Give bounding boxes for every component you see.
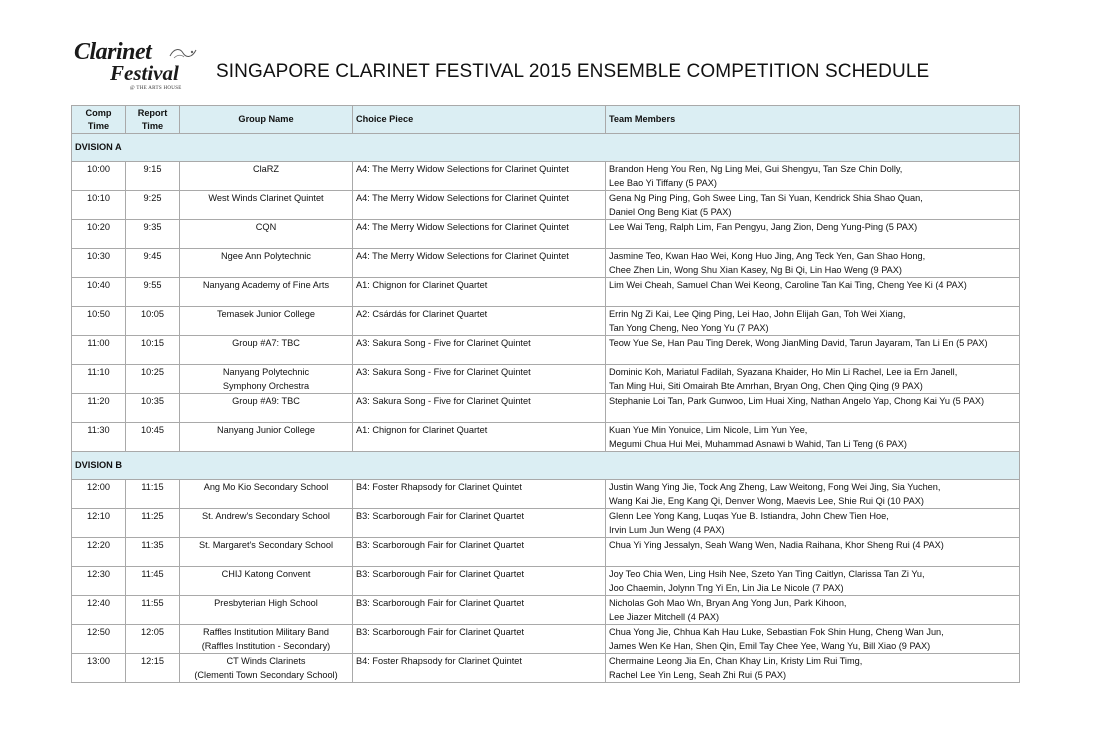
group-name-line: ClaRZ: [252, 164, 280, 174]
team-members-cell: [606, 307, 1020, 336]
group-name-cell: [180, 654, 353, 683]
table-row: [72, 480, 1020, 509]
team-members-cell: [606, 394, 1020, 423]
comp-time-cell: 10:20: [72, 220, 126, 249]
comp-time-cell: 10:10: [72, 191, 126, 220]
choice-piece-cell: A1: Chignon for Clarinet Quartet: [353, 278, 606, 307]
team-members-cell: [606, 336, 1020, 365]
choice-piece-cell: A4: The Merry Widow Selections for Clarinet Quintet: [353, 220, 606, 249]
report-time-cell: 12:05: [126, 625, 180, 654]
team-members-cell: [606, 162, 1020, 191]
team-members-line: Wang Kai Jie, Eng Kang Qi, Denver Wong, Maevis Lee, Shie Rui Qi (10 PAX): [609, 495, 924, 506]
choice-piece-cell: B3: Scarborough Fair for Clarinet Quartet: [353, 567, 606, 596]
team-members-line: Brandon Heng You Ren, Ng Ling Mei, Gui Shengyu, Tan Sze Chin Dolly,: [609, 164, 903, 174]
table-row: [72, 336, 1020, 365]
team-members-line: Lee Jiazer Mitchell (4 PAX): [609, 611, 720, 622]
schedule-table: [71, 105, 1020, 683]
team-members-line: Justin Wang Ying Jie, Tock Ang Zheng, Law Weitong, Fong Wei Jing, Sia Yuchen,: [609, 482, 941, 492]
group-name-cell: [180, 596, 353, 625]
choice-piece-cell: A2: Csárdás for Clarinet Quartet: [353, 307, 606, 336]
team-members-line: Kuan Yue Min Yonuice, Lim Nicole, Lim Yun Yee,: [609, 425, 808, 435]
team-members-line: Stephanie Loi Tan, Park Gunwoo, Lim Huai Xing, Nathan Angelo Yap, Chong Kai Yu (5 PAX): [609, 396, 985, 406]
clarinet-festival-logo: [72, 38, 202, 100]
group-name-line: Group #A7: TBC: [232, 338, 300, 348]
team-members-cell: [606, 423, 1020, 452]
group-name-line: Ang Mo Kio Secondary School: [203, 482, 329, 492]
choice-piece-cell: A4: The Merry Widow Selections for Clarinet Quintet: [353, 162, 606, 191]
report-time-cell: 9:55: [126, 278, 180, 307]
group-name-cell: [180, 480, 353, 509]
division-label: DVISION A: [72, 134, 1020, 162]
division-header-row: [72, 452, 1020, 480]
team-members-cell: [606, 625, 1020, 654]
group-name-line: Presbyterian High School: [214, 598, 318, 608]
schedule-body: [72, 134, 1020, 683]
comp-time-cell: 12:30: [72, 567, 126, 596]
group-name-cell: [180, 336, 353, 365]
header-choice-piece: Choice Piece: [353, 106, 606, 134]
team-members-line: Nicholas Goh Mao Wn, Bryan Ang Yong Jun, Park Kihoon,: [609, 598, 847, 608]
group-name-cell: [180, 307, 353, 336]
comp-time-cell: 12:20: [72, 538, 126, 567]
choice-piece-cell: A3: Sakura Song - Five for Clarinet Quintet: [353, 365, 606, 394]
team-members-line: Chermaine Leong Jia En, Chan Khay Lin, Kristy Lim Rui Timg,: [609, 656, 863, 666]
table-row: [72, 249, 1020, 278]
comp-time-cell: 10:30: [72, 249, 126, 278]
table-row: [72, 538, 1020, 567]
logo-ornament-icon: [168, 46, 198, 60]
team-members-line: Joo Chaemin, Jolynn Tng Yi En, Lin Jia Le Nicole (7 PAX): [609, 582, 844, 593]
team-members-cell: [606, 596, 1020, 625]
report-time-cell: 10:35: [126, 394, 180, 423]
team-members-cell: [606, 567, 1020, 596]
team-members-cell: [606, 191, 1020, 220]
group-name-cell: [180, 538, 353, 567]
table-row: [72, 365, 1020, 394]
table-row: [72, 278, 1020, 307]
report-time-cell: 11:25: [126, 509, 180, 538]
comp-time-cell: 11:10: [72, 365, 126, 394]
table-header-row: [72, 106, 1020, 134]
group-name-cell: [180, 509, 353, 538]
header-group-name: Group Name: [180, 106, 353, 134]
table-row: [72, 625, 1020, 654]
group-name-cell: [180, 249, 353, 278]
comp-time-cell: 10:00: [72, 162, 126, 191]
team-members-cell: [606, 249, 1020, 278]
division-header-row: [72, 134, 1020, 162]
team-members-line: Lee Wai Teng, Ralph Lim, Fan Pengyu, Jang Zion, Deng Yung-Ping (5 PAX): [609, 222, 918, 232]
comp-time-cell: 12:00: [72, 480, 126, 509]
comp-time-cell: 11:00: [72, 336, 126, 365]
group-name-line: CT Winds Clarinets: [226, 656, 306, 666]
table-row: [72, 509, 1020, 538]
choice-piece-cell: B4: Foster Rhapsody for Clarinet Quintet: [353, 480, 606, 509]
choice-piece-cell: A3: Sakura Song - Five for Clarinet Quintet: [353, 394, 606, 423]
choice-piece-cell: B4: Foster Rhapsody for Clarinet Quintet: [353, 654, 606, 683]
team-members-line: Tan Ming Hui, Siti Omairah Bte Amrhan, Bryan Ong, Chen Qing Qing (9 PAX): [609, 380, 923, 391]
group-name-cell: [180, 365, 353, 394]
team-members-line: Lim Wei Cheah, Samuel Chan Wei Keong, Caroline Tan Kai Ting, Cheng Yee Ki (4 PAX): [609, 280, 967, 290]
team-members-line: Rachel Lee Yin Leng, Seah Zhi Rui (5 PAX): [609, 669, 787, 680]
team-members-line: Jasmine Teo, Kwan Hao Wei, Kong Huo Jing, Ang Teck Yen, Gan Shao Hong,: [609, 251, 926, 261]
choice-piece-cell: B3: Scarborough Fair for Clarinet Quartet: [353, 538, 606, 567]
table-row: [72, 162, 1020, 191]
table-row: [72, 567, 1020, 596]
team-members-cell: [606, 365, 1020, 394]
group-name-line: West Winds Clarinet Quintet: [208, 193, 324, 203]
team-members-line: Chua Yi Ying Jessalyn, Seah Wang Wen, Nadia Raihana, Khor Sheng Rui (4 PAX): [609, 540, 944, 550]
group-name-cell: [180, 191, 353, 220]
division-label: DVISION B: [72, 452, 1020, 480]
team-members-line: Dominic Koh, Mariatul Fadilah, Syazana Khaider, Ho Min Li Rachel, Lee ia Ern Janell,: [609, 367, 958, 377]
table-row: [72, 596, 1020, 625]
team-members-line: Tan Yong Cheng, Neo Yong Yu (7 PAX): [609, 322, 769, 333]
group-name-line: Nanyang Academy of Fine Arts: [202, 280, 330, 290]
report-time-cell: 10:45: [126, 423, 180, 452]
comp-time-cell: 11:20: [72, 394, 126, 423]
team-members-line: Gena Ng Ping Ping, Goh Swee Ling, Tan Si Yuan, Kendrick Shia Shao Quan,: [609, 193, 923, 203]
choice-piece-cell: B3: Scarborough Fair for Clarinet Quartet: [353, 625, 606, 654]
report-time-cell: 11:55: [126, 596, 180, 625]
team-members-cell: [606, 480, 1020, 509]
group-name-line: Group #A9: TBC: [232, 396, 300, 406]
team-members-line: Chua Yong Jie, Chhua Kah Hau Luke, Sebastian Fok Shin Hung, Cheng Wan Jun,: [609, 627, 944, 637]
choice-piece-cell: B3: Scarborough Fair for Clarinet Quartet: [353, 596, 606, 625]
team-members-cell: [606, 509, 1020, 538]
report-time-cell: 9:45: [126, 249, 180, 278]
report-time-cell: 11:15: [126, 480, 180, 509]
group-name-cell: [180, 423, 353, 452]
table-row: [72, 220, 1020, 249]
team-members-line: Daniel Ong Beng Kiat (5 PAX): [609, 206, 732, 217]
group-name-cell: [180, 220, 353, 249]
team-members-line: Lee Bao Yi Tiffany (5 PAX): [609, 177, 717, 188]
logo-tagline: @ THE ARTS HOUSE: [130, 86, 182, 91]
team-members-line: Megumi Chua Hui Mei, Muhammad Asnawi b Wahid, Tan Li Teng (6 PAX): [609, 438, 907, 449]
header-report-time: Report Time: [126, 106, 180, 134]
report-time-cell: 10:15: [126, 336, 180, 365]
logo-word-festival: Festival: [110, 61, 179, 85]
choice-piece-cell: B3: Scarborough Fair for Clarinet Quartet: [353, 509, 606, 538]
report-time-cell: 11:45: [126, 567, 180, 596]
report-time-cell: 9:35: [126, 220, 180, 249]
group-name-line: Nanyang Junior College: [216, 425, 316, 435]
group-name-line: (Clementi Town Secondary School): [194, 669, 338, 680]
group-name-line: St. Andrew's Secondary School: [202, 511, 330, 521]
report-time-cell: 10:05: [126, 307, 180, 336]
choice-piece-cell: A4: The Merry Widow Selections for Clarinet Quintet: [353, 249, 606, 278]
team-members-cell: [606, 538, 1020, 567]
choice-piece-cell: A4: The Merry Widow Selections for Clarinet Quintet: [353, 191, 606, 220]
header-team-members: Team Members: [606, 106, 1020, 134]
table-row: [72, 394, 1020, 423]
group-name-line: (Raffles Institution - Secondary): [201, 640, 331, 651]
group-name-cell: [180, 394, 353, 423]
table-row: [72, 423, 1020, 452]
group-name-line: Symphony Orchestra: [222, 380, 310, 391]
group-name-cell: [180, 162, 353, 191]
comp-time-cell: 12:40: [72, 596, 126, 625]
group-name-cell: [180, 625, 353, 654]
team-members-line: Errin Ng Zi Kai, Lee Qing Ping, Lei Hao, John Elijah Gan, Toh Wei Xiang,: [609, 309, 906, 319]
team-members-line: Irvin Lum Jun Weng (4 PAX): [609, 524, 725, 535]
comp-time-cell: 12:50: [72, 625, 126, 654]
team-members-cell: [606, 220, 1020, 249]
group-name-line: Nanyang Polytechnic: [222, 367, 310, 377]
choice-piece-cell: A3: Sakura Song - Five for Clarinet Quintet: [353, 336, 606, 365]
comp-time-cell: 10:50: [72, 307, 126, 336]
report-time-cell: 12:15: [126, 654, 180, 683]
report-time-cell: 9:25: [126, 191, 180, 220]
group-name-line: Raffles Institution Military Band: [203, 627, 329, 637]
team-members-line: Glenn Lee Yong Kang, Luqas Yue B. Istiandra, John Chew Tien Hoe,: [609, 511, 889, 521]
choice-piece-cell: A1: Chignon for Clarinet Quartet: [353, 423, 606, 452]
comp-time-cell: 11:30: [72, 423, 126, 452]
comp-time-cell: 10:40: [72, 278, 126, 307]
team-members-line: James Wen Ke Han, Shen Qin, Emil Tay Chee Yee, Wang Yu, Bill Xiao (9 PAX): [609, 640, 931, 651]
header-comp-time: Comp Time: [72, 106, 126, 134]
group-name-line: CQN: [255, 222, 277, 232]
logo-word-clarinet: Clarinet: [74, 39, 152, 65]
team-members-cell: [606, 654, 1020, 683]
team-members-line: Chee Zhen Lin, Wong Shu Xian Kasey, Ng Bi Qi, Lin Hao Weng (9 PAX): [609, 264, 902, 275]
group-name-cell: [180, 278, 353, 307]
group-name-line: CHIJ Katong Convent: [221, 569, 311, 579]
group-name-line: Ngee Ann Polytechnic: [221, 251, 311, 261]
group-name-line: Temasek Junior College: [216, 309, 316, 319]
group-name-cell: [180, 567, 353, 596]
report-time-cell: 9:15: [126, 162, 180, 191]
report-time-cell: 11:35: [126, 538, 180, 567]
team-members-line: Joy Teo Chia Wen, Ling Hsih Nee, Szeto Yan Ting Caitlyn, Clarissa Tan Zi Yu,: [609, 569, 925, 579]
group-name-line: St. Margaret's Secondary School: [198, 540, 334, 550]
team-members-cell: [606, 278, 1020, 307]
report-time-cell: 10:25: [126, 365, 180, 394]
team-members-line: Teow Yue Se, Han Pau Ting Derek, Wong JianMing David, Tarun Jayaram, Tan Li En (5 PAX): [609, 338, 988, 348]
table-row: [72, 307, 1020, 336]
table-row: [72, 654, 1020, 683]
comp-time-cell: 13:00: [72, 654, 126, 683]
table-row: [72, 191, 1020, 220]
page-title: SINGAPORE CLARINET FESTIVAL 2015 ENSEMBLE COMPETITION SCHEDULE: [216, 61, 930, 82]
comp-time-cell: 12:10: [72, 509, 126, 538]
